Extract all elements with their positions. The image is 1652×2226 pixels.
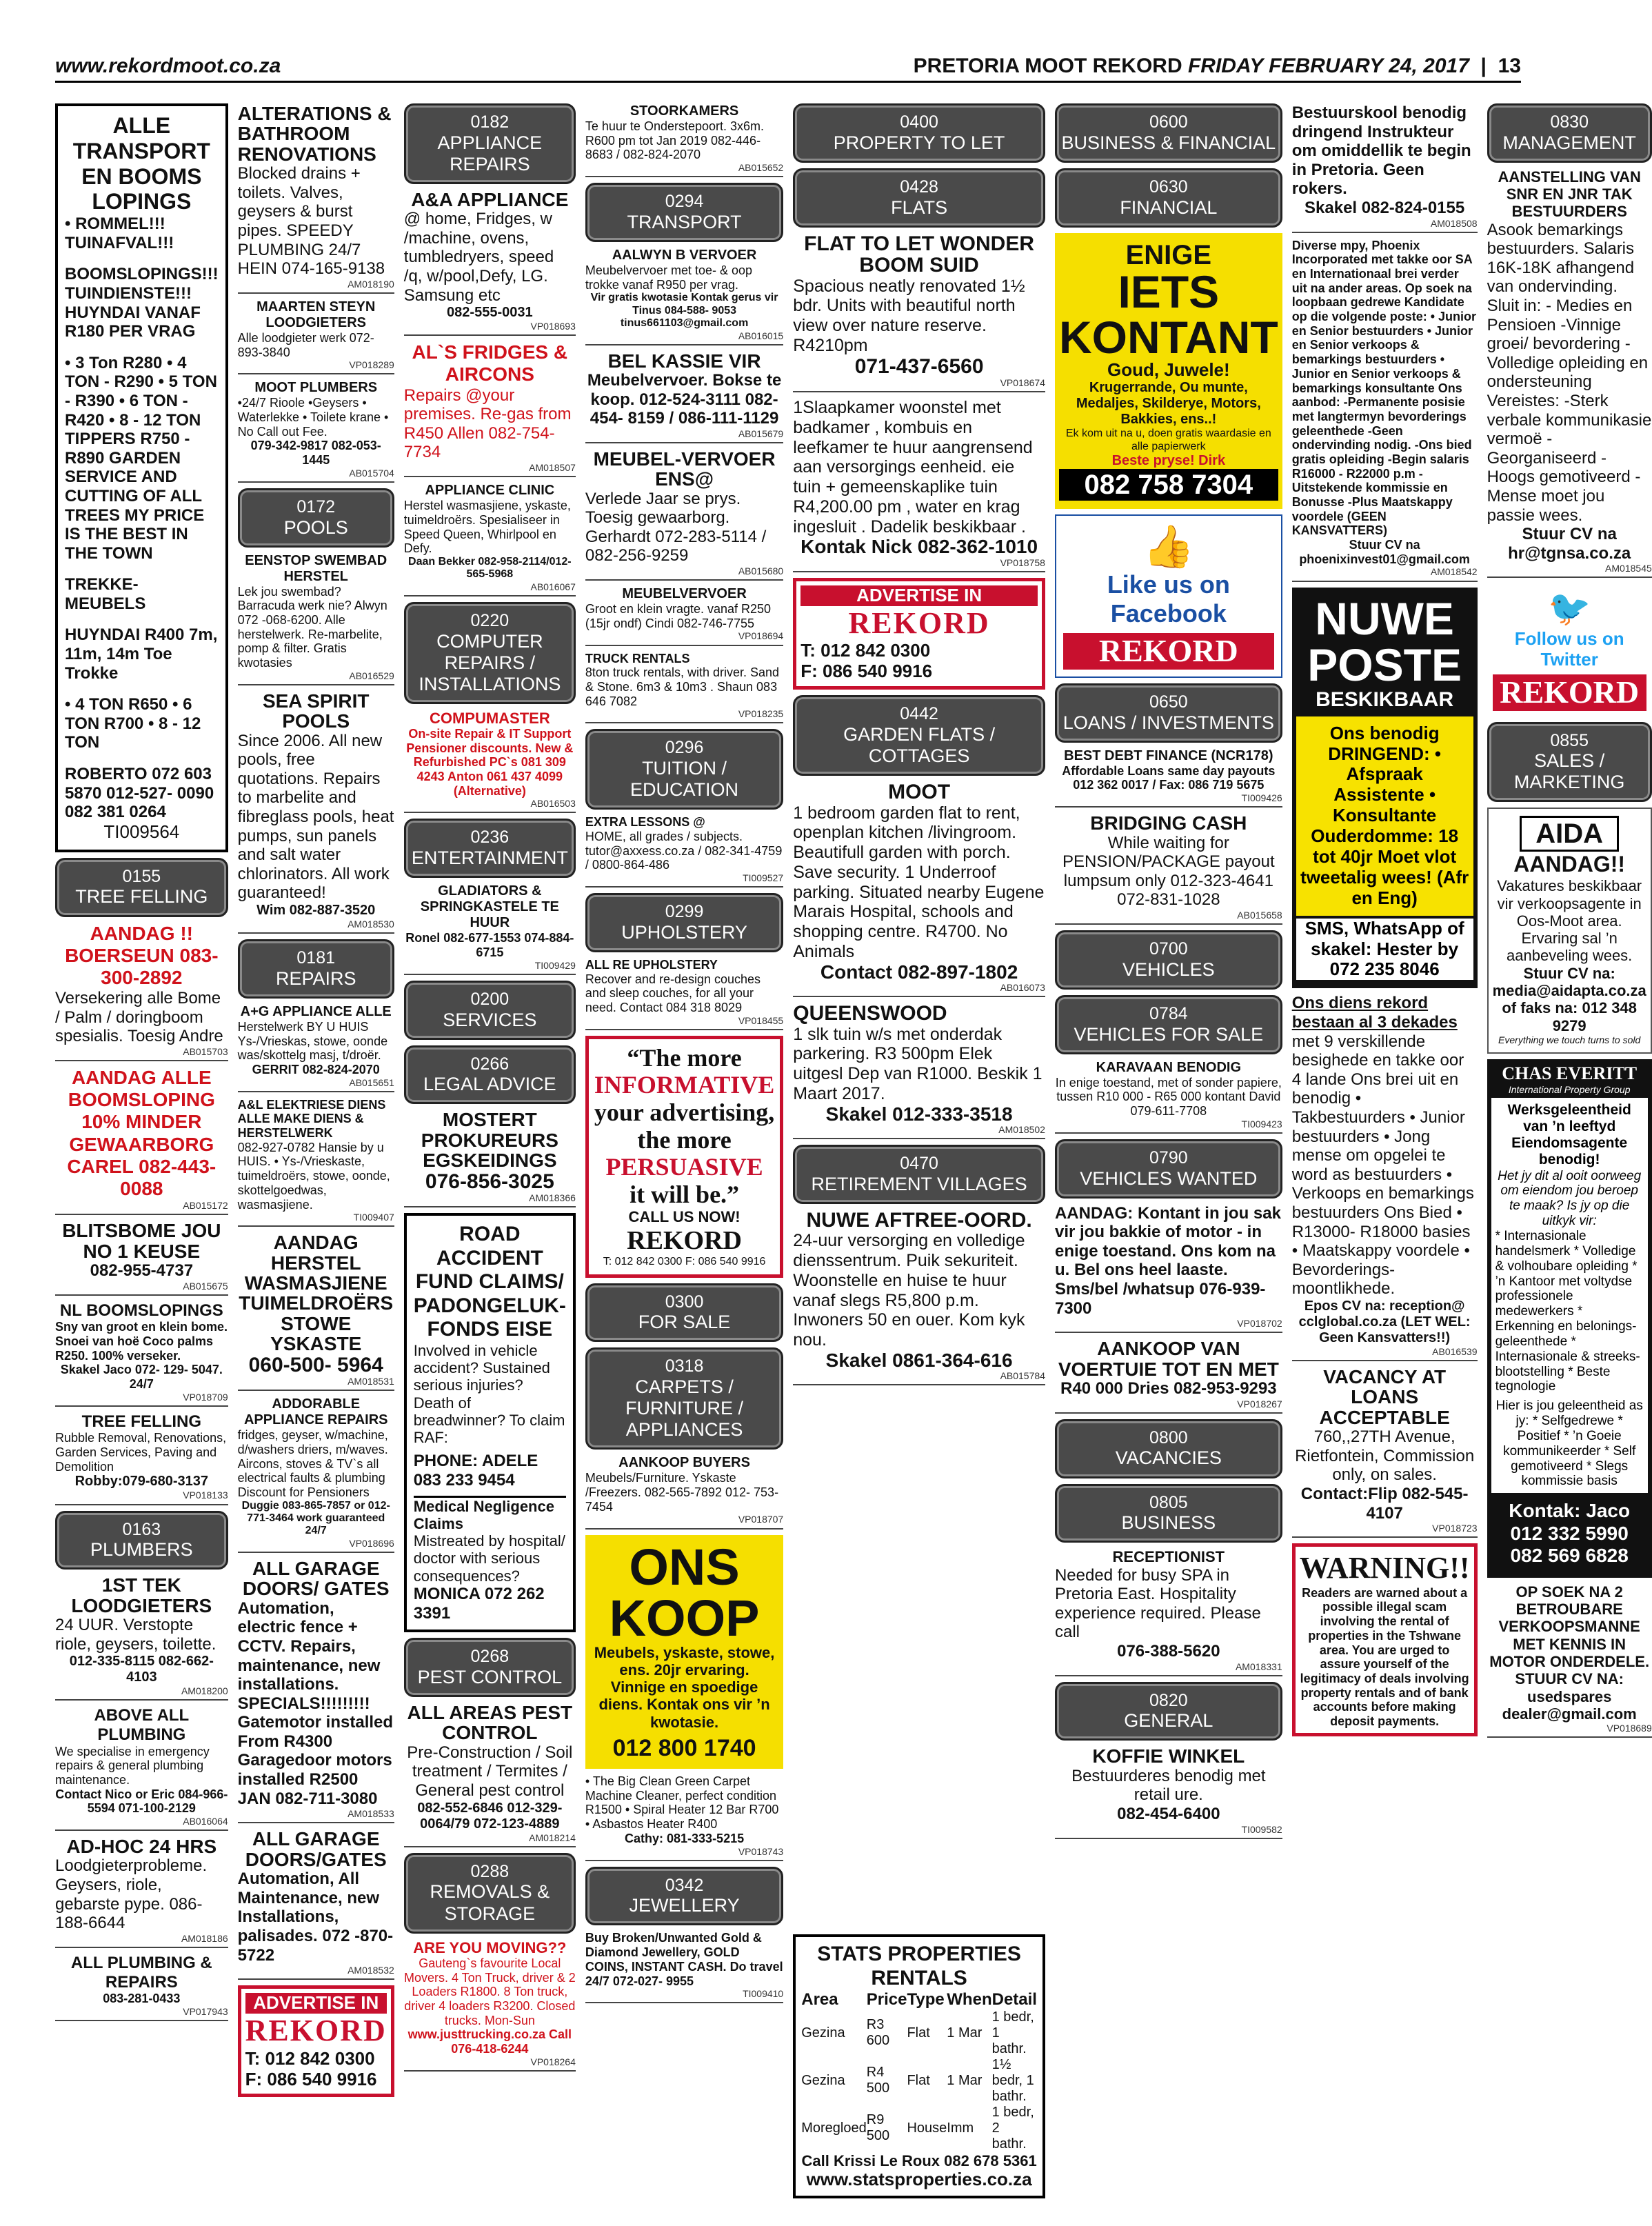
ad-ons-diens-rekord: Ons diens rekord bestaan al 3 dekades met 9 verskillende besighede en takke oor 4 lande Ons brei uit en benodig • Takbestuurders • Junior bestuurders • Jong mense om opgelei te word as bestuurders • Verkoops en bemarkings bestuurders Ons Bied • R13000- R18000 basies • Maatskappy voordele • Bevorderings-moontlikhede. Epos CV na: reception@ cclglobal.co.za (LET WEL: Geen Kansvatters!!) AB016539 (1292, 994, 1478, 1361)
ad-phoenix: Diverse mpy, Phoenix Incorporated met takke oor SA en Internationaal brei verder uit na ander areas. Op soek na loopbaan gedrewe Kandidate op die volgende poste: • Junior en Senior bestuurders • Junior en Senior verkoops & bemarkings bestuurders • Junior en Senior verkoops & bemarkings konsultante Ons aanbod: -Permanente posisie met langtermyn bevorderings geleenthede -Geen ondervinding nodig. -Ons bied gratis opleiding -Begin salaris R16000 - R22000 p.m -Uitstekende kommissie en Bonusse -Plus Maatskappy voordele (GEEN KANSVATTERS) Stuur CV na phoenixinvest01@gmail.com AM018542 (1292, 239, 1478, 582)
twitter-promo[interactable]: 🐦 Follow us on Twitter REKORD (1487, 583, 1652, 716)
rentals-table: Area Price Type When Detail Gezina R3 600 Flat 1 Mar 1 bedr, 1 bathr. Gezina R4 500 Flat 1 Mar 1½ bedr, 1 bathr. Moregloed R9 500 House Imm 1 bedr, 2 bathr. (801, 1990, 1037, 2152)
category-transport: 0294 TRANSPORT (585, 183, 783, 242)
advertise-in-rekord-promo-2: ADVERTISE IN REKORD T: 012 842 0300 F: 086 540 9916 (793, 578, 1045, 690)
category-pools: 0172 POOLS (238, 488, 394, 548)
ad-al-elektriese: A&L ELEKTRIESE DIENS ALLE MAKE DIENS & HERSTELWERK 082-927-0782 Hansie by u HUIS. • Ys-/Vrieskaste, tuimeldroërs, stowe, oonde, skottelgoedwas, wasmasjiene. TI009407 (238, 1098, 394, 1227)
ad-alle-transport: ALLE TRANSPORT EN BOOMS LOPINGS • ROMMEL!!! TUINAFVAL!!! BOOMSLOPINGS!!! TUINDIENSTE!!! HUYNDAI VANAF R180 PER VRAG • 3 Ton R280 • 4 TON - R290 • 5 TON - R390 • 6 TON - R420 • 8 - 12 TON TIPPERS R750 - R890 GARDEN SERVICE AND CUTTING OF ALL TREES MY PRICE IS THE BEST IN THE TOWN TREKKE-MEUBELS HUYNDAI R400 7m, 11m, 14m Toe Trokke • 4 TON R650 • 6 TON R700 • 8 - 12 TON ROBERTO 072 603 5870 012-527- 0090 082 381 0264 TI009564 (55, 103, 228, 852)
ad-road-accident-fund: ROAD ACCIDENT FUND CLAIMS/ PADONGELUK-FONDS EISE Involved in vehicle accident? Sustained serious injuries? Death of breadwinner? To claim RAF: PHONE: ADELE 083 233 9454 Medical Negligence Claims Mistreated by hospital/ doctor with serious consequences? MONICA 072 262 3391 (404, 1213, 576, 1632)
ad-above-all: ABOVE ALL PLUMBING We specialise in emergency repairs & general plumbing maintenance. Contact Nico or Eric 084-966- 5594 071-100-2129 AB016064 (55, 1706, 228, 1831)
ad-aida: AIDA AANDAG!! Vakatures beskikbaar vir verkoopsagente in Oos-Moot area. Ervaring sal ’n aanbeveling wees. Stuur CV na: media@aidapta.co.za of faks na: 012 348 9279 Everything we touch turns to sold (1487, 808, 1652, 1054)
ad-vacancy-loans: VACANCY AT LOANS ACCEPTABLE 760,,27TH Avenue, Rietfontein, Commission only, on sales. Contact:Flip 082-545-4107 VP018723 (1292, 1367, 1478, 1538)
category-for-sale: 0300 FOR SALE (585, 1283, 783, 1343)
ad-blitsbome: BLITSBOME JOU NO 1 KEUSE 082-955-4737 AB015675 (55, 1221, 228, 1295)
ad-nuwe-aftree-oord: NUWE AFTREE-OORD. 24-uur versorging en volledige dienssentrum. Puik sekuriteit. Woonstelle en huise te huur vanaf slegs R5,800 p.m. Inwoners 50 en ouer. Kom kyk nou. Skakel 0861-364-616 AB015784 (793, 1210, 1045, 1385)
category-legal-advice: 0266 LEGAL ADVICE (404, 1045, 576, 1105)
category-pest-control: 0268 PEST CONTROL (404, 1638, 576, 1697)
ad-stoorkamers: STOORKAMERS Te huur te Onderstepoort. 3x6m. R600 pm tot Jan 2019 082-446-8683 / 082-824-2070 AB015652 (585, 103, 783, 177)
rekord-logo: REKORD (848, 605, 990, 640)
ad-best-debt: BEST DEBT FINANCE (NCR178) Affordable Loans same day payouts 012 362 0017 / Fax: 086 719 5675 TI009426 (1055, 748, 1282, 808)
ad-ag-appliance: A+G APPLIANCE ALLE Herstelwerk BY U HUIS Ys-/Vrieskas, stowe, oonde was/skottelg masj, t/droër. GERRIT 082-824-2070 AB015651 (238, 1004, 394, 1092)
chas-everitt-logo: CHAS EVERITT (1502, 1063, 1638, 1084)
ad-ons-koop: ONS KOOP Meubels, yskaste, stowe, ens. 20jr ervaring. Vinnige en spoedige diens. Kontak ons vir ’n kwotasie. 012 800 1740 (585, 1535, 783, 1769)
table-row: Gezina R3 600 Flat 1 Mar 1 bedr, 1 bathr. (801, 2009, 1034, 2056)
twitter-bird-icon: 🐦 (1548, 589, 1591, 628)
ad-appliance-clinic: APPLIANCE CLINIC Herstel wasmasjiene, yskaste, tuimeldroërs. Spesialiseer in Speed Queen, Whirlpool en Defy. Daan Bekker 082-958-2114/012-565-5968 AB016067 (404, 483, 576, 596)
stats-website-link[interactable]: www.statsproperties.co.za (806, 2169, 1032, 2190)
ad-nl-boomslopings: NL BOOMSLOPINGS Sny van groot en klein bome. Snoei van hoë Coco palms R250. 100% verseker. Skakel Jaco 072- 129- 5047. 24/7 VP018709 (55, 1301, 228, 1407)
ad-all-areas-pest: ALL AREAS PEST CONTROL Pre-Construction / Soil treatment / Termites / General pest control 082-552-6846 012-329-0064/79 072-123-4889 AM018214 (404, 1703, 576, 1847)
ad-koffie-winkel: KOFFIE WINKEL Bestuurderes benodig met retail ure. 082-454-6400 TI009582 (1055, 1746, 1282, 1838)
column-2 (238, 103, 394, 2198)
ad-aandag-kontant: AANDAG: Kontant in jou sak vir jou bakkie of motor - in enige toestand. Ons kom na u. Bel ons heel laaste. Sms/bel /whatsup 076-939-7300 VP018702 (1055, 1204, 1282, 1334)
category-tuition: 0296 TUITION / EDUCATION (585, 729, 783, 810)
informative-advertising-promo: “The more INFORMATIVE your advertising, the more PERSUASIVE it will be.” CALL US NOW! REKORD T: 012 842 0300 F: 086 540 9916 (585, 1036, 783, 1278)
category-entertainment: 0236 ENTERTAINMENT (404, 819, 576, 878)
site-url[interactable]: www.rekordmoot.co.za (55, 54, 281, 77)
ad-aanstelling: AANSTELLING VAN SNR EN JNR TAK BESTUURDERS Asook bemarkings bestuurders. Salaris 16K-18K afhangend van ondervinding. Sluit in: - Medies en Pensioen -Vinnige groei/ bevordering - Volledige opleiding en ondersteuning Vereistes: -Sterk verbale kommunikasie vermoë - Georganiseerd - Hoogs gemotiveerd -Mense moet jou passie wees. Stuur CV na hr@tgnsa.co.za AM018545 (1487, 168, 1652, 579)
ad-garage-doors-2: ALL GARAGE DOORS/GATES Automation, All Maintenance, new Installations, palisades. 072 -870-5722 AM018532 (238, 1829, 394, 1980)
ad-tree-felling: TREE FELLING Rubble Removal, Renovations, Garden Services, Paving and Demolition Robby:079-680-3137 VP018133 (55, 1412, 228, 1505)
ad-carpet-cleaner: • The Big Clean Green Carpet Machine Cleaner, perfect condition R1500 • Spiral Heater 12 Bar R700 • Asbastos Heater R400 Cathy: 081-333-5215 VP018743 (585, 1774, 783, 1861)
ad-extra-lessons: EXTRA LESSONS @ HOME, all grades / subjects. tutor@axxess.co.za / 082-341-4759 / 0800-864-486 TI009527 (585, 815, 783, 888)
rekord-logo: REKORD (1063, 633, 1274, 670)
scam-warning: WARNING!! Readers are warned about a possible illegal scam involving the rental of properties in the Tshwane area. You are urged to assure yourself of the legitimacy of deals involving property rentals and of bank accounts before making deposit payments. (1292, 1543, 1478, 1736)
page-header (55, 55, 1521, 83)
category-removals: 0288 REMOVALS & STORAGE (404, 1853, 576, 1934)
ad-mostert: MOSTERT PROKUREURS EGSKEIDINGS 076-856-3025 AM018366 (404, 1110, 576, 1207)
ad-aankoop-voertuie: AANKOOP VAN VOERTUIE TOT EN MET R40 000 Dries 082-953-9293 VP018267 (1055, 1338, 1282, 1413)
category-appliance-repairs: 0182 APPLIANCE REPAIRS (404, 103, 576, 184)
category-business: 0805 BUSINESS (1055, 1484, 1282, 1543)
ad-addorable: ADDORABLE APPLIANCE REPAIRS fridges, geyser, w/machine, d/washers driers, m/waves. Aircons, stoves & TV`s all electrical faults & plumbing Discount for Pensioners Duggie 083-865-7857 or 012-771-3464 work guaranteed 24/7 VP018696 (238, 1396, 394, 1553)
ad-all-plumbing: ALL PLUMBING & REPAIRS 083-281-0433 VP017943 (55, 1954, 228, 2021)
paper-title: PRETORIA MOOT REKORD FRIDAY FEBRUARY 24, 2017 | 13 (913, 54, 1521, 77)
ad-garage-doors-1: ALL GARAGE DOORS/ GATES Automation, electric fence + CCTV. Repairs, maintenance, new installations. SPECIALS!!!!!!!!! Gatemotor installed From R4300 Garagedoor motors installed R2500 JAN 082-711-3080 AM018533 (238, 1558, 394, 1823)
ad-gladiators: GLADIATORS & SPRINGKASTELE TE HUUR Ronel 082-677-1553 074-884-6715 TI009429 (404, 883, 576, 974)
ad-alterations: ALTERATIONS & BATHROOM RENOVATIONS Blocked drains + toilets. Valves, geysers & burst pipes. SPEEDY PLUMBING 24/7 HEIN 074-165-9138 AM018190 (238, 103, 394, 294)
ad-bel-kassie: BEL KASSIE VIR Meubelvervoer. Bokse te koop. 012-524-3111 082-454- 8159 / 086-111-1129 AB015679 (585, 351, 783, 443)
advertise-in-rekord-promo: ADVERTISE IN REKORD T: 012 842 0300 F: 086 540 9916 (238, 1985, 394, 2097)
category-vehicles: 0700 VEHICLES (1055, 930, 1282, 990)
category-computer-repairs: 0220 COMPUTER REPAIRS / INSTALLATIONS (404, 602, 576, 704)
category-upholstery: 0299 UPHOLSTERY (585, 893, 783, 952)
ad-karavaan: KARAVAAN BENODIG In enige toestand, met of sonder papiere, tussen R10 000 - R65 000 kontant David 079-611-7708 TI009423 (1055, 1060, 1282, 1134)
ad-meubelvervoer: MEUBELVERVOER Groot en klein vragte. vanaf R250 (15jr ondf) Cindi 082-746-7755 VP018694 (585, 586, 783, 645)
ad-bridging-cash: BRIDGING CASH While waiting for PENSION/PACKAGE payout lumpsum only 012-323-4641 072-831-1028 AB015658 (1055, 813, 1282, 925)
ad-als-fridges: AL`S FRIDGES & AIRCONS Repairs @your premises. Re-gas from R450 Allen 082-754-7734 AM018507 (404, 341, 576, 477)
category-financial: 0630 FINANCIAL (1055, 168, 1282, 228)
ad-maarten-steyn: MAARTEN STEYN LOODGIETERS Alle loodgieter werk 072-893-3840 VP018289 (238, 299, 394, 374)
stats-properties-ad: STATS PROPERTIES RENTALS Area Price Type When Detail Gezina R3 600 Flat 1 Mar 1 bedr, 1 bathr. Gezina R4 500 Flat 1 Mar 1½ bedr, 1 bathr. Moregloed R9 500 House Imm 1 bedr, 2 bathr. Call Krissi Le Roux 082 678 5361 www.statsproperties.co.za (793, 1934, 1045, 2198)
column-6 (1055, 103, 1282, 2198)
column-8 (1487, 103, 1652, 2198)
rekord-logo: REKORD (627, 1225, 742, 1255)
table-row: Gezina R4 500 Flat 1 Mar 1½ bedr, 1 bathr. (801, 2056, 1034, 2104)
category-jewellery: 0342 JEWELLERY (585, 1867, 783, 1926)
ad-eenstop-swembad: EENSTOP SWEMBAD HERSTEL Lek jou swembad? Barracuda werk nie? Alwyn 072 -068-6200. Alle herstelwerk. Re-marbelite, pomp & filter. Gratis kwotasies AB016529 (238, 553, 394, 685)
ad-enige-iets-kontant: ENIGE IETS KONTANT Goud, Juwele! Krugerrande, Ou munte, Medaljes, Skilderye, Motors, Bakkies, ens..! Ek kom uit na u, doen gratis waardasie en alle papierwerk Beste pryse! Dirk 082 758 7304 (1055, 233, 1282, 510)
ad-flat-to-let: FLAT TO LET WONDER BOOM SUID Spacious neatly renovated 1½ bdr. Units with beautiful north view over nature reserve. R4210pm 071-437-6560 VP018674 (793, 233, 1045, 393)
classifieds-columns (55, 103, 1652, 2198)
rekord-logo: REKORD (245, 2014, 387, 2048)
column-3 (404, 103, 576, 2198)
ad-meubel-vervoer: MEUBEL-VERVOER ENS@ Verlede Jaar se prys. Toesig gewaarborg. Gerhardt 072-283-5114 / 082-256-9259 AB015680 (585, 449, 783, 581)
ad-aandag-herstel: AANDAG HERSTEL WASMASJIENE TUIMELDROËRS STOWE YSKASTE 060-500- 5964 AM018531 (238, 1232, 394, 1391)
ad-re-upholstery: ALL RE UPHOLSTERY Recover and re-design couches and sleep couches, for all your need. Contact 084 318 8029 VP018455 (585, 958, 783, 1030)
ad-compumaster: COMPUMASTER On-site Repair & IT Support Pensioner discounts. New & Refurbished PC`s 081 309 4243 Anton 061 437 4099 (Alternative) AB016503 (404, 710, 576, 814)
column-4 (585, 103, 783, 2198)
ad-ad-hoc: AD-HOC 24 HRS Loodgieterprobleme. Geysers, riole, gebarste pype. 086-188-6644 AM018186 (55, 1836, 228, 1948)
category-tree-felling: 0155 TREE FELLING (55, 858, 228, 917)
category-property-to-let: 0400 PROPERTY TO LET (793, 103, 1045, 163)
category-carpets: 0318 CARPETS / FURNITURE / APPLIANCES (585, 1347, 783, 1450)
category-services: 0200 SERVICES (404, 981, 576, 1040)
ad-receptionist: RECEPTIONIST Needed for busy SPA in Pretoria East. Hospitality experience required. Please call 076-388-5620 AM018331 (1055, 1548, 1282, 1676)
ad-verkoopsmanne: OP SOEK NA 2 BETROUBARE VERKOOPSMANNE MET KENNIS IN MOTOR ONDERDELE. STUUR CV NA: usedspares dealer@gmail.com VP018689 (1487, 1583, 1652, 1738)
ad-nuwe-poste: NUWE POSTE BESKIKBAAR Ons benodig DRINGEND: • Afspraak Assistente • Konsultante Ouderdomme: 18 tot 40jr Moet vlot tweetalig wees! (Afr en Eng) SMS, WhatsApp of skakel: Hester by 072 235 8046 (1292, 588, 1478, 989)
ad-are-you-moving: ARE YOU MOVING?? Gauteng`s favourite Local Movers. 4 Ton Truck, driver & 2 Loaders R1800. 8 Ton truck, driver 4 loaders R3200. Closed trucks. Mon-Sun www.justtrucking.co.za Call 076-418-6244 VP018264 (404, 1939, 576, 2072)
ad-bestuurskool: Bestuurskool benodig dringend Instrukteur om omiddellik te begin in Pretoria. Geen rokers. Skakel 082-824-0155 AM018508 (1292, 103, 1478, 233)
ad-slaapkamer-woonstel: 1Slaapkamer woonstel met badkamer , kombuis en leefkamer te huur aangrensend aan versorgings eenheid. eie tuin + gemeenskaplike tuin R4,200.00 pm , water en krag ingesluit . Dadelik beskikbaar . Kontak Nick 082-362-1010 VP018758 (793, 398, 1045, 572)
ad-aankoop-buyers: AANKOOP BUYERS Meubels/Furniture. Yskaste /Freezers. 082-565-7892 012- 753-7454 VP018707 (585, 1455, 783, 1529)
category-sales-marketing: 0855 SALES / MARKETING (1487, 722, 1652, 803)
ad-aa-appliance: A&A APPLIANCE @ home, Fridges, w /machine, ovens, tumbledryers, speed /q, w/pool,Defy, LG. Samsung etc 082-555-0031 VP018693 (404, 190, 576, 336)
ad-boerseun: AANDAG !! BOERSEUN 083-300-2892 Versekering alle Bome / Palm / doringboom spesialis. Toesig Andre AB015703 (55, 923, 228, 1061)
ad-1st-tek: 1ST TEK LOODGIETERS 24 UUR. Verstopte riole, geysers, toilette. 012-335-8115 082-662-4103 AM018200 (55, 1575, 228, 1701)
category-garden-flats: 0442 GARDEN FLATS / COTTAGES (793, 695, 1045, 776)
category-vacancies: 0800 VACANCIES (1055, 1419, 1282, 1478)
category-vehicles-for-sale: 0784 VEHICLES FOR SALE (1055, 995, 1282, 1054)
ad-chas-everitt: CHAS EVERITT International Property Group Werksgeleentheid van ’n leeftyd Eiendomsagente benodig! Het jy dit al ooit oorweeg om eiendom jou beroep te maak? Is jy op die uitkyk vir: * Internasionale handelsmerk * Volledige & volhoubare opleiding * ’n Kantoor met voltydse professionele medewerkers * Erkenning en belonings-geleenthede * Internasionale & streeks-blootstelling * Beste tegnologie Hier is jou geleentheid as jy: * Selfgedrewe * Positief * ’n Goeie kommunikeerder * Self gemotiveerd * Slegs kommissie basis Kontak: Jaco 012 332 5990 082 569 6828 (1487, 1059, 1652, 1578)
category-loans: 0650 LOANS / INVESTMENTS (1055, 683, 1282, 743)
ad-moot-plumbers: MOOT PLUMBERS •24/7 Rioole •Geysers • Waterlekke • Toilete krane • No Call out Fee. 079-342-9817 082-053-1445 AB015704 (238, 380, 394, 483)
category-vehicles-wanted: 0790 VEHICLES WANTED (1055, 1139, 1282, 1199)
rekord-logo: REKORD (1493, 674, 1646, 711)
thumbs-up-icon: 👍 (1142, 523, 1195, 570)
table-row: Moregloed R9 500 House Imm 1 bedr, 2 bathr. (801, 2104, 1034, 2152)
ad-sea-spirit: SEA SPIRIT POOLS Since 2006. All new pools, free quotations. Repairs to marbelite and fibreglass pools, heat pumps, sun panels and salt water chlorinators. All work guaranteed! Wim 082-887-3520 AM018530 (238, 691, 394, 934)
category-management: 0830 MANAGEMENT (1487, 103, 1652, 163)
column-7 (1292, 103, 1478, 2198)
category-flats: 0428 FLATS (793, 168, 1045, 228)
facebook-promo[interactable]: 👍 Like us on Facebook REKORD (1055, 514, 1282, 678)
category-repairs: 0181 REPAIRS (238, 939, 394, 999)
aida-logo: AIDA (1520, 816, 1619, 852)
category-business-financial: 0600 BUSINESS & FINANCIAL (1055, 103, 1282, 163)
ad-moot-garden-flat: MOOT 1 bedroom garden flat to rent, openplan kitchen /livingroom. Beautifull garden with porch. Save security. 1 Underroof parking. Situated nearby Eugene Marais Hospital, schools and shopping centre. R4700. No Animals Contact 082-897-1802 AB016073 (793, 781, 1045, 997)
ad-aalwyn-b: AALWYN B VERVOER Meubelvervoer met toe- & oop trokke vanaf R950 per vrag. Vir gratis kwotasie Kontak gerus vir Tinus 084-588- 9053 tinus661103@gmail.com AB016015 (585, 248, 783, 345)
ad-queenswood: QUEENSWOOD 1 slk tuin w/s met onderdak parkering. R3 500pm Elek uitgesl Dep van R1000. Beskik 1 Maart 2017. Skakel 012-333-3518 AM018502 (793, 1003, 1045, 1139)
ad-truck-rentals: TRUCK RENTALS 8ton truck rentals, with driver. Sand & Stone. 6m3 & 10m3 . Shaun 083 646 7082 VP018235 (585, 652, 783, 724)
column-1 (55, 103, 228, 2198)
column-5 (793, 103, 1045, 2198)
ad-gold-jewellery: Buy Broken/Unwanted Gold & Diamond Jewellery, GOLD COINS, INSTANT CASH. Do travel 24/7 072-027- 9955 TI009410 (585, 1931, 783, 2003)
ad-boomsloping: AANDAG ALLE BOOMSLOPING 10% MINDER GEWAARBORG CAREL 082-443-0088 AB015172 (55, 1067, 228, 1215)
category-general: 0820 GENERAL (1055, 1682, 1282, 1741)
category-plumbers: 0163 PLUMBERS (55, 1511, 228, 1570)
category-retirement: 0470 RETIREMENT VILLAGES (793, 1145, 1045, 1204)
